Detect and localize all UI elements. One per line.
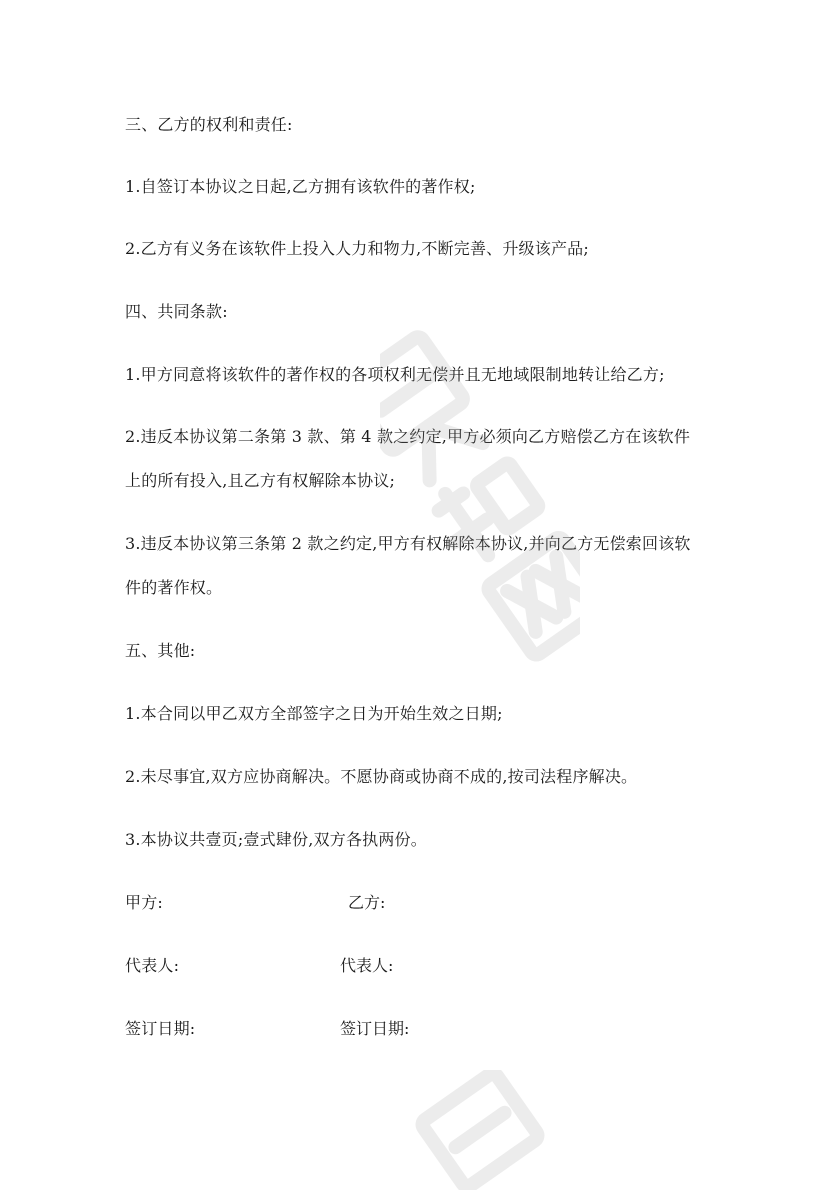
section3-heading: 三、乙方的权利和责任:	[125, 115, 293, 134]
section5-item2: 2.未尽事宜,双方应协商解决。不愿协商或协商不成的,按司法程序解决。	[125, 767, 638, 786]
watermark-logo-bottom	[380, 1070, 580, 1190]
section4-item2-line1: 2.违反本协议第二条第 3 款、第 4 款之约定,甲方必须向乙方赔偿乙方在该软件	[125, 427, 691, 446]
section4-heading: 四、共同条款:	[125, 302, 228, 321]
section5-heading: 五、其他:	[125, 641, 196, 660]
section5-item3: 3.本协议共壹页;壹式肆份,双方各执两份。	[125, 830, 427, 849]
section4-item3-line2: 件的著作权。	[125, 578, 223, 597]
section4-item3-line1: 3.违反本协议第三条第 2 款之约定,甲方有权解除本协议,并向乙方无偿索回该软	[125, 534, 691, 553]
watermark-logo	[380, 290, 580, 710]
section3-item1: 1.自签订本协议之日起,乙方拥有该软件的著作权;	[125, 177, 476, 196]
party-a-label: 甲方:	[125, 893, 163, 912]
rep-b-label: 代表人:	[340, 956, 394, 975]
section5-item1: 1.本合同以甲乙双方全部签字之日为开始生效之日期;	[125, 704, 503, 723]
section4-item2-line2: 上的所有投入,且乙方有权解除本协议;	[125, 471, 396, 490]
party-b-label: 乙方:	[348, 893, 386, 912]
date-b-label: 签订日期:	[340, 1019, 410, 1038]
rep-a-label: 代表人:	[125, 956, 180, 975]
section3-item2: 2.乙方有义务在该软件上投入人力和物力,不断完善、升级该产品;	[125, 239, 589, 258]
section4-item1: 1.甲方同意将该软件的著作权的各项权利无偿并且无地域限制地转让给乙方;	[125, 365, 665, 384]
date-a-label: 签订日期:	[125, 1019, 196, 1038]
